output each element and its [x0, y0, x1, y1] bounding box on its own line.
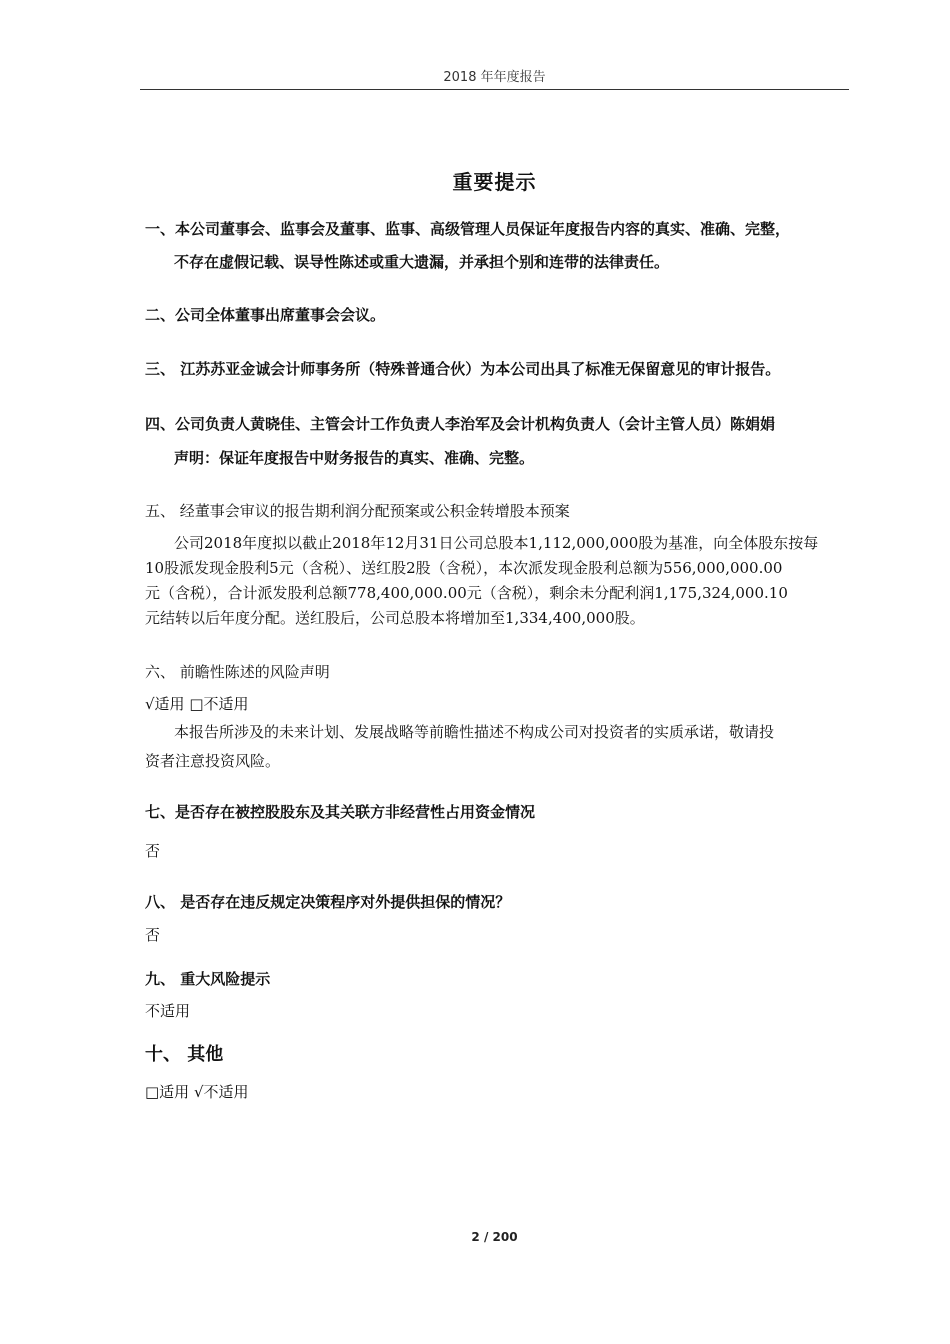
- page-header: 2018 年年度报告: [443, 70, 546, 85]
- section-1-line-1: 一、本公司董事会、监事会及董事、监事、高级管理人员保证年度报告内容的真实、准确、完整，: [145, 220, 791, 238]
- section-1-line-2: 不存在虚假记载、误导性陈述或重大遗漏，并承担个别和连带的法律责任。: [174, 253, 670, 271]
- section-9-title: 九、 重大风险提示: [145, 970, 271, 988]
- page-number: 2 / 200: [471, 1230, 518, 1244]
- section-3: 三、 江苏苏亚金诚会计师事务所（特殊普通合伙）为本公司出具了标准无保留意见的审计报告。: [145, 360, 781, 378]
- section-5-paragraph-line-2: 10股派发现金股利5元（含税）、送红股2股（含税），本次派发现金股利总额为556,000,000.00: [145, 559, 783, 577]
- section-6-applicability: √适用 □不适用: [145, 695, 249, 713]
- section-7-answer: 否: [145, 842, 161, 860]
- section-5-paragraph-line-1: 公司2018年度拟以截止2018年12月31日公司总股本1,112,000,000股为基准，向全体股东按每: [174, 534, 819, 552]
- section-7-title: 七、是否存在被控股股东及其关联方非经营性占用资金情况: [145, 803, 536, 821]
- section-6-paragraph-line-2: 资者注意投资风险。: [145, 752, 281, 770]
- section-10-applicability: □适用 √不适用: [145, 1083, 249, 1101]
- section-4-line-2: 声明：保证年度报告中财务报告的真实、准确、完整。: [174, 449, 535, 467]
- header-divider: [140, 89, 849, 90]
- section-8-answer: 否: [145, 926, 161, 944]
- section-2: 二、公司全体董事出席董事会会议。: [145, 306, 386, 324]
- section-5-title: 五、 经董事会审议的报告期利润分配预案或公积金转增股本预案: [145, 502, 570, 520]
- section-9-answer: 不适用: [145, 1002, 191, 1020]
- section-4-line-1: 四、公司负责人黄晓佳、主管会计工作负责人李治军及会计机构负责人（会计主管人员）陈娟娟: [145, 415, 776, 433]
- section-6-paragraph-line-1: 本报告所涉及的未来计划、发展战略等前瞻性描述不构成公司对投资者的实质承诺，敬请投: [174, 723, 775, 741]
- section-10-title: 十、 其他: [145, 1044, 224, 1065]
- section-6-title: 六、 前瞻性陈述的风险声明: [145, 663, 330, 681]
- section-5-paragraph-line-3: 元（含税），合计派发股利总额778,400,000.00元（含税），剩余未分配利润1,175,324,000.10: [145, 584, 788, 602]
- section-8-title: 八、 是否存在违反规定决策程序对外提供担保的情况？: [145, 893, 511, 911]
- page-title: 重要提示: [452, 170, 537, 194]
- section-5-paragraph-line-4: 元结转以后年度分配。送红股后，公司总股本将增加至1,334,400,000股。: [145, 609, 645, 627]
